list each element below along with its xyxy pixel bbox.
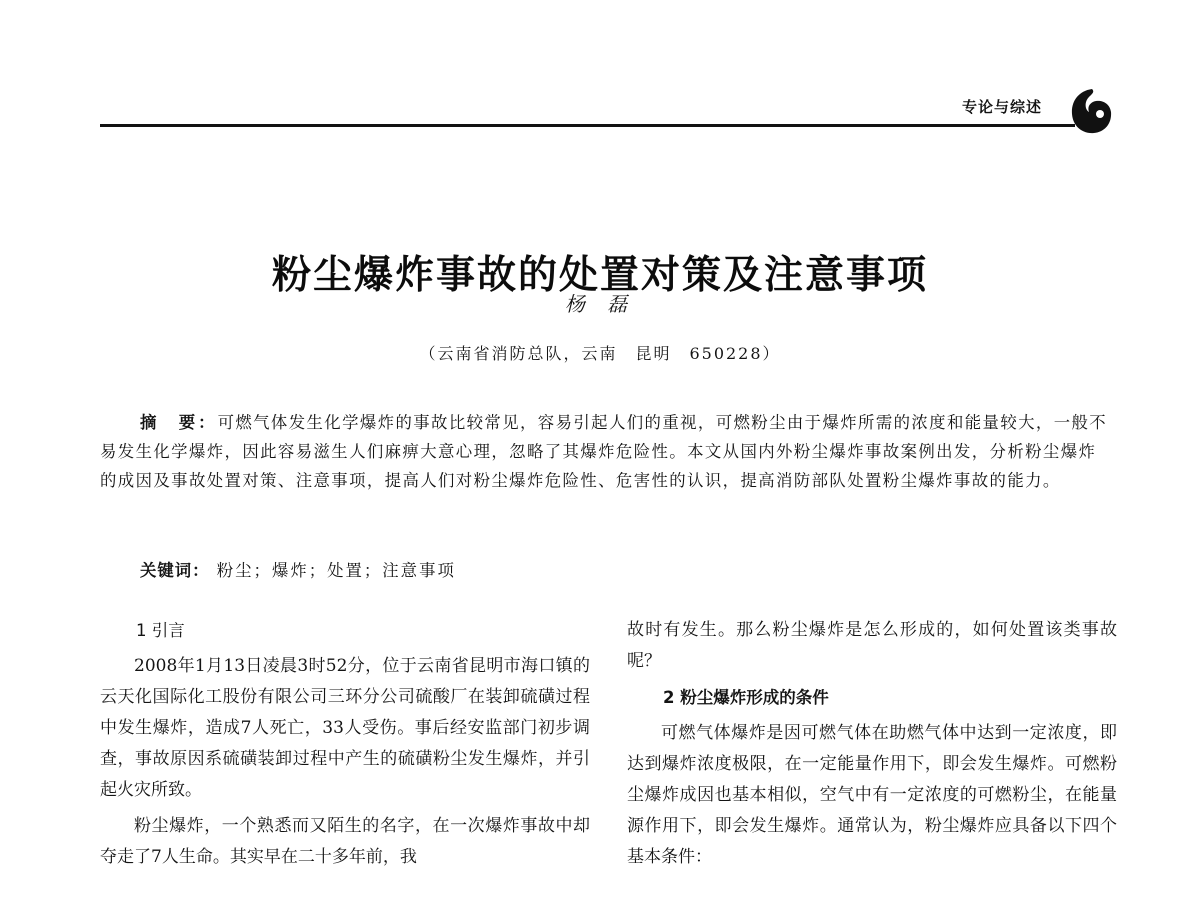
section-heading-conditions: 2 粉尘爆炸形成的条件 [663, 688, 829, 707]
section-tag: 专论与综述 [962, 98, 1043, 116]
abstract-label: 摘 要： [140, 413, 218, 432]
keywords [140, 557, 1100, 585]
abstract-text: 可燃气体发生化学爆炸的事故比较常见，容易引起人们的重视，可燃粉尘由于爆炸所需的浓度和能量较大，一般不易发生化学爆炸，因此容易滋生人们麻痹大意心理，忽略了其爆炸危险性。本文从国内外粉尘爆炸事故案例出发，分析粉尘爆炸的成因及事故处置对策、注意事项，提高人们对粉尘爆炸危险性、危害性的认识，提高消防部队处置粉尘爆炸事故的能力。 [100, 413, 1108, 490]
body-left-column [100, 615, 590, 878]
paragraph-continued: 故时有发生。那么粉尘爆炸是怎么形成的，如何处置该类事故呢？ [627, 620, 1117, 671]
paragraph: 2008年1月13日凌晨3时52分，位于云南省昆明市海口镇的云天化国际化工股份有限公司三环分公司硫酸厂在装卸硫磺过程中发生爆炸，造成7人死亡，33人受伤。事后经安监部门初步调查，事故原因系硫磺装卸过程中产生的硫磺粉尘发生爆炸，并引起火灾所致。 [100, 656, 590, 800]
keywords-label: 关键词： [140, 561, 210, 580]
keywords-text: 粉尘；爆炸；处置；注意事项 [216, 561, 456, 580]
journal-logo-icon [1070, 87, 1114, 135]
body-right-column [627, 615, 1117, 878]
section-heading-intro: 1 引言 [136, 621, 185, 640]
paragraph: 可燃气体爆炸是因可燃气体在助燃气体中达到一定浓度，即达到爆炸浓度极限，在一定能量作用下，即会发生爆炸。可燃粉尘爆炸成因也基本相似，空气中有一定浓度的可燃粉尘，在能量源作用下，即会发生爆炸。通常认为，粉尘爆炸应具备以下四个基本条件： [627, 723, 1117, 867]
author-affiliation: （云南省消防总队，云南 昆明 650228） [419, 344, 781, 363]
abstract [100, 408, 1112, 495]
paragraph: 粉尘爆炸，一个熟悉而又陌生的名字，在一次爆炸事故中却夺走了7人生命。其实早在二十多年前，我 [100, 816, 590, 867]
article-title: 粉尘爆炸事故的处置对策及注意事项 [271, 253, 928, 299]
header-rule [100, 124, 1075, 127]
article-author: 杨 磊 [564, 292, 636, 316]
